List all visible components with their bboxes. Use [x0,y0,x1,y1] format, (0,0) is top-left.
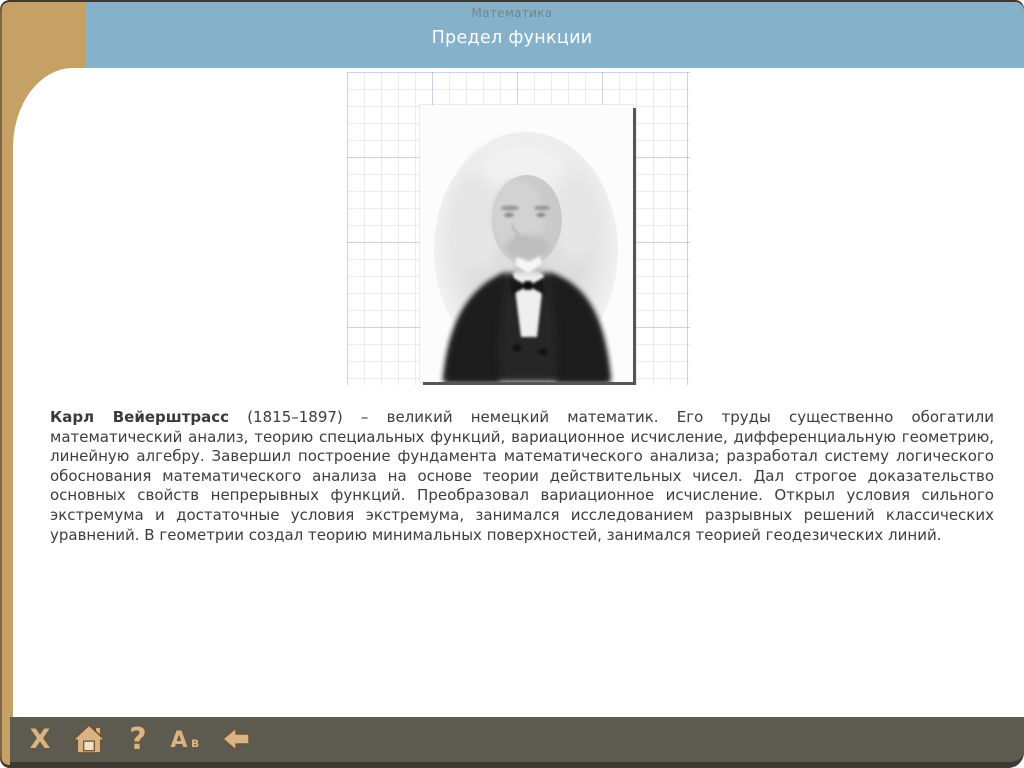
font-size-icon [169,724,205,754]
home-button[interactable] [67,719,111,759]
graph-paper-background [347,72,690,385]
content-panel [13,68,1024,717]
scientist-name: Карл Вейерштрасс [50,408,230,426]
back-arrow-icon [220,725,252,753]
subject-label: Математика [471,6,553,20]
close-button[interactable] [18,719,62,759]
help-icon [125,721,151,757]
biography-text [50,408,994,545]
bottom-toolbar [10,717,1024,768]
font-size-button[interactable] [165,719,209,759]
svg-text:?: ? [129,721,147,757]
weierstrass-portrait-photo [420,105,633,382]
portrait-illustration [420,105,633,382]
page-title: Предел функции [431,28,593,48]
svg-text:в: в [190,735,200,751]
svg-text:X: X [29,723,51,755]
svg-text:A: A [170,727,188,753]
biography-body: (1815–1897) – великий немецкий математик. Его труды существенно обогатили математический анализ, теорию специальных функций, вариационное исчисление, дифференциальную геометрию, линейную алгебру. Завершил построение фундамента математического анализа; разработал систему логического обоснования математического анализа на основе теории действительных чисел. Дал строгое доказательство основных свойств непрерывных функций. Преобразовал вариационное исчисление. Открыл условия сильного экстремума и достаточные условия экстремума, занимался исследованием разрывных решений классических уравнений. В геометрии создал теорию минимальных поверхностей, занимался теорией геодезических линий. [50,408,994,544]
help-button[interactable] [116,719,160,759]
back-button[interactable] [214,719,258,759]
close-icon [24,722,56,756]
home-icon [72,723,106,755]
